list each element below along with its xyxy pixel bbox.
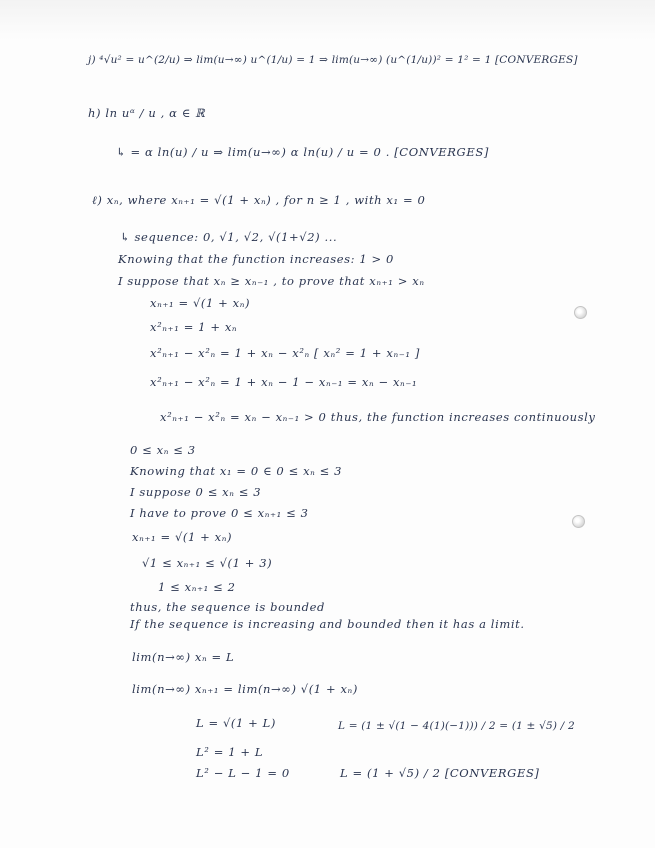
line-L-equation: L² − L − 1 = 0 xyxy=(196,766,290,780)
line-bound: 0 ≤ xₙ ≤ 3 xyxy=(130,443,196,457)
line-suppose-increasing: I suppose that xₙ ≥ xₙ₋₁ , to prove that xₙ₊₁ > xₙ xyxy=(118,274,425,288)
line-h-limit: ↳ = α ln(u) / u ⇒ lim(u→∞) α ln(u) / u = 0 . [CONVERGES] xyxy=(116,145,489,159)
line-l-definition: ℓ) xₙ, where xₙ₊₁ = √(1 + xₙ) , for n ≥ 1 , with x₁ = 0 xyxy=(92,193,426,207)
line-recurrence-2: xₙ₊₁ = √(1 + xₙ) xyxy=(132,530,233,544)
line-limit-recurrence: lim(n→∞) xₙ₊₁ = lim(n→∞) √(1 + xₙ) xyxy=(132,682,358,696)
line-sequence: ↳ sequence: 0, √1, √2, √(1+√2) ... xyxy=(120,230,338,244)
line-knowing-increases: Knowing that the function increases: 1 > 0 xyxy=(118,252,394,266)
line-difference-2: x²ₙ₊₁ − x²ₙ = 1 + xₙ − 1 − xₙ₋₁ = xₙ − xₙ₋₁ xyxy=(150,375,418,389)
line-suppose-bound: I suppose 0 ≤ xₙ ≤ 3 xyxy=(130,485,262,499)
line-j-root-limit: j) ⁴√u² = u^(2/u) ⇒ lim(u→∞) u^(1/u) = 1 ⇒ lim(u→∞) (u^(1/u))² = 1² = 1 [CONVERGES] xyxy=(88,54,578,66)
line-int-bound: 1 ≤ xₙ₊₁ ≤ 2 xyxy=(158,580,236,594)
line-h-ln: h) ln uᵅ / u , α ∈ ℝ xyxy=(88,106,206,120)
line-recurrence-1: xₙ₊₁ = √(1 + xₙ) xyxy=(150,296,251,310)
line-has-limit: If the sequence is increasing and bounded then it has a limit. xyxy=(130,617,525,631)
line-L-squared: L² = 1 + L xyxy=(196,745,264,759)
line-limit-L: lim(n→∞) xₙ = L xyxy=(132,650,235,664)
line-quadratic-formula: L = (1 ± √(1 − 4(1)(−1))) / 2 = (1 ± √5) / 2 xyxy=(338,720,575,732)
line-L-result: L = (1 + √5) / 2 [CONVERGES] xyxy=(340,766,540,780)
scan-shadow xyxy=(0,0,655,40)
punch-hole-lower xyxy=(572,515,585,528)
line-sqrt-bound: √1 ≤ xₙ₊₁ ≤ √(1 + 3) xyxy=(142,556,273,570)
line-squared: x²ₙ₊₁ = 1 + xₙ xyxy=(150,320,238,334)
line-difference-3: x²ₙ₊₁ − x²ₙ = xₙ − xₙ₋₁ > 0 thus, the function increases continuously xyxy=(160,410,596,424)
line-knowing-bound: Knowing that x₁ = 0 ∈ 0 ≤ xₙ ≤ 3 xyxy=(130,464,343,478)
line-difference-1: x²ₙ₊₁ − x²ₙ = 1 + xₙ − x²ₙ [ xₙ² = 1 + xₙ₋₁ ] xyxy=(150,346,420,360)
line-prove-bound: I have to prove 0 ≤ xₙ₊₁ ≤ 3 xyxy=(130,506,309,520)
punch-hole-upper xyxy=(574,306,587,319)
line-L-sqrt: L = √(1 + L) xyxy=(196,716,276,730)
line-bounded: thus, the sequence is bounded xyxy=(130,600,325,614)
